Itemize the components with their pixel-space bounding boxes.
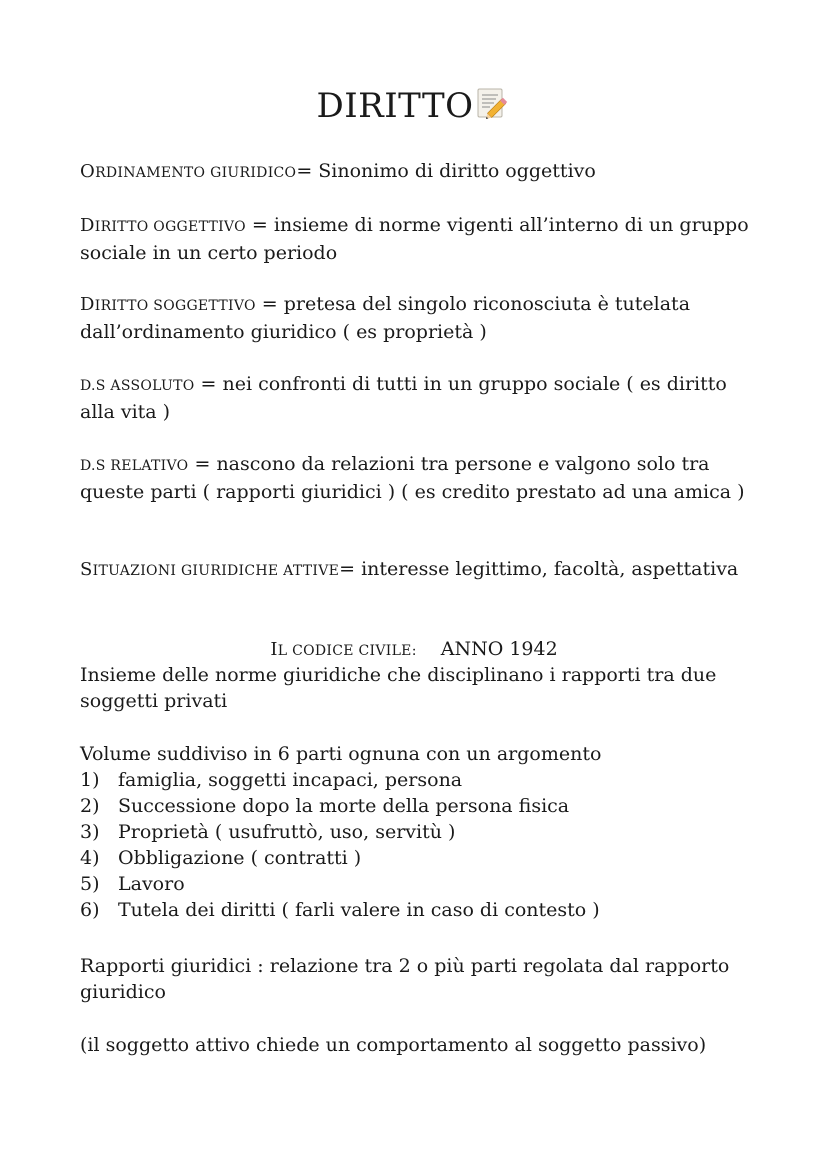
definition-text: nascono da relazioni tra persone e valgono solo tra queste parti ( rapporti giuridici ) ( es credito prestato ad una amica ) xyxy=(80,453,745,503)
codice-civile-heading xyxy=(0,636,828,664)
list-item: 2) Successione dopo la morte della persona fisica xyxy=(80,795,570,817)
definition-diritto-oggettivo: DIRITTO OGGETTIVO = insieme di norme vigenti all’interno di un gruppo sociale in un certo periodo xyxy=(80,214,749,264)
memo-pencil-icon xyxy=(476,87,512,132)
codice-year: ANNO 1942 xyxy=(440,638,558,660)
definition-term: DIRITTO SOGGETTIVO xyxy=(80,294,256,315)
list-item: 5) Lavoro xyxy=(80,873,185,895)
definition-text: Sinonimo di diritto oggettivo xyxy=(312,160,596,182)
codice-volume xyxy=(80,741,760,923)
volume-intro: Volume suddiviso in 6 parti ognuna con un argomento xyxy=(80,743,602,765)
definition-term: D.S ASSOLUTO xyxy=(80,378,195,394)
definition-ordinamento: ORDINAMENTO GIURIDICO= Sinonimo di diritto oggettivo xyxy=(80,160,596,182)
list-item: 6) Tutela dei diritti ( farli valere in caso di contesto ) xyxy=(80,899,600,921)
page-title xyxy=(0,84,828,132)
definition-text: interesse legittimo, facoltà, aspettativa xyxy=(361,558,739,580)
definition-diritto-soggettivo: DIRITTO SOGGETTIVO = pretesa del singolo riconosciuta è tutelata dall’ordinamento giuridico ( es proprietà ) xyxy=(80,293,691,343)
definition-ds-assoluto: D.S ASSOLUTO = nei confronti di tutti in un gruppo sociale ( es diritto alla vita ) xyxy=(80,373,727,423)
definition-term: DIRITTO OGGETTIVO xyxy=(80,215,246,236)
parts-list xyxy=(80,767,760,923)
definition-term: ORDINAMENTO GIURIDICO xyxy=(80,161,297,182)
list-item: 4) Obbligazione ( contratti ) xyxy=(80,847,362,869)
definition-text: insieme di norme vigenti all’interno di un gruppo sociale in un certo periodo xyxy=(80,214,749,264)
definition-situazioni-attive: SITUAZIONI GIURIDICHE ATTIVE= interesse legittimo, facoltà, aspettativa xyxy=(80,558,739,580)
soggetto-note: (il soggetto attivo chiede un comportamento al soggetto passivo) xyxy=(80,1034,707,1056)
rapporti-giuridici: Rapporti giuridici : relazione tra 2 o più parti regolata dal rapporto giuridico xyxy=(80,955,730,1003)
list-item: 1) famiglia, soggetti incapaci, persona xyxy=(80,769,463,791)
title-text: DIRITTO xyxy=(316,86,474,126)
definition-text: nei confronti di tutti in un gruppo sociale ( es diritto alla vita ) xyxy=(80,373,727,423)
definition-ds-relativo: D.S RELATIVO = nascono da relazioni tra persone e valgono solo tra queste parti ( rapporti giuridici ) ( es credito prestato ad una amica ) xyxy=(80,453,745,503)
codice-description: Insieme delle norme giuridiche che disciplinano i rapporti tra due soggetti privati xyxy=(80,664,717,712)
definition-term: D.S RELATIVO xyxy=(80,458,189,474)
definition-term: SITUAZIONI GIURIDICHE ATTIVE xyxy=(80,559,340,580)
list-item: 3) Proprietà ( usufruttò, uso, servitù ) xyxy=(80,821,456,843)
definition-text: pretesa del singolo riconosciuta è tutelata dall’ordinamento giuridico ( es proprietà ) xyxy=(80,293,691,343)
codice-heading-label: IL CODICE CIVILE: xyxy=(270,639,417,660)
